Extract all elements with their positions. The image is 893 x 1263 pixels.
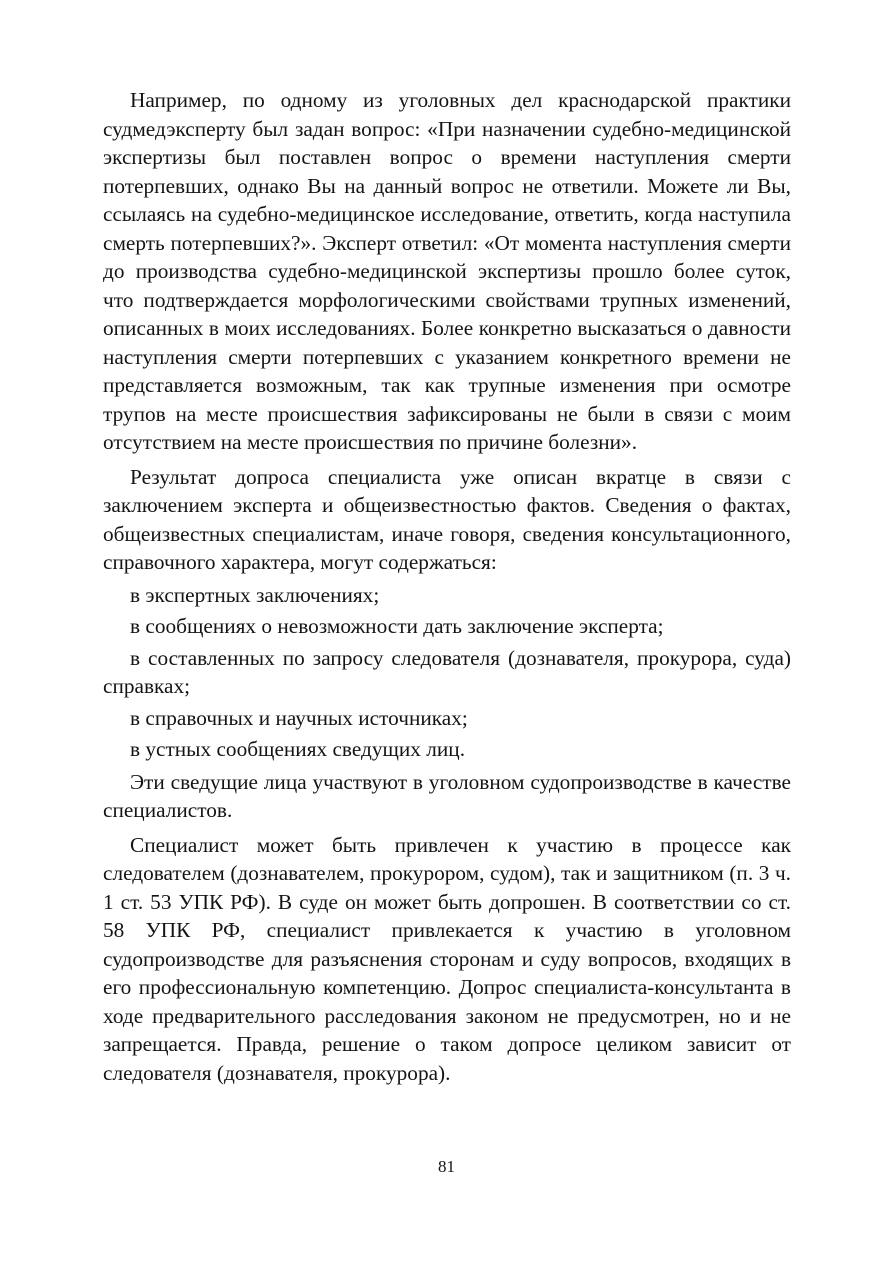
list-item: в устных сообщениях сведущих лиц.	[130, 737, 466, 761]
paragraph-specialist-questioning: Результат допроса специалиста уже описан вкратце в связи с заключением эксперта и общеизвестностью фактов. Сведения о фактах, общеизвестных специалистам, иначе говоря, сведения консультационного, справочного характера, могут содержаться:	[103, 464, 791, 574]
page-number: 81	[438, 1157, 455, 1176]
paragraph-specialists-role: Эти сведущие лица участвуют в уголовном судопроизводстве в качестве специалистов.	[103, 769, 791, 822]
list-item: в составленных по запросу следователя (дознавателя, прокурора, суда) справках;	[103, 645, 791, 698]
paragraph-specialist-involvement: Специалист может быть привлечен к участию в процессе как следователем (дознавателем, прокурором, судом), так и защитником (п. 3 ч. 1 ст. 53 УПК РФ). В суде он может быть допрошен. В соответствии со ст. 58 УПК РФ, специалист привлекается к участию в уголовном судопроизводстве для разъяснения сторонам и суду вопросов, входящих в его профессиональную компетенцию. Допрос специалиста-консультанта в ходе предварительного расследования законом не предусмотрен, но и не запрещается. Правда, решение о таком допросе целиком зависит от следователя (дознавателя, прокурора).	[103, 832, 791, 1085]
list-item: в экспертных заключениях;	[130, 582, 380, 607]
sources-list	[103, 581, 791, 764]
paragraph-example-case: Например, по одному из уголовных дел краснодарской практики судмедэксперту был задан вопрос: «При назначении судебно-медицинской экспертизы был поставлен вопрос о времени наступления смерти потерпевших, однако Вы на данный вопрос не ответили. Можете ли Вы, ссылаясь на судебно-медицинское исследование, ответить, когда наступила смерть потерпевших?». Эксперт ответил: «От момента наступления смерти до производства судебно-медицинской экспертизы прошло более суток, что подтверждается морфологическими свойствами трупных изменений, описанных в моих исследованиях. Более конкретно высказаться о давности наступления смерти потерпевших с указанием конкретного времени не представляется возможным, так как трупные изменения при осмотре трупов на месте происшествия зафиксированы не были в связи с моим отсутствием на месте происшествия по причине болезни».	[103, 88, 791, 454]
page-body	[103, 86, 791, 1087]
list-item: в сообщениях о невозможности дать заключение эксперта;	[130, 614, 664, 638]
list-item: в справочных и научных источниках;	[130, 705, 468, 730]
